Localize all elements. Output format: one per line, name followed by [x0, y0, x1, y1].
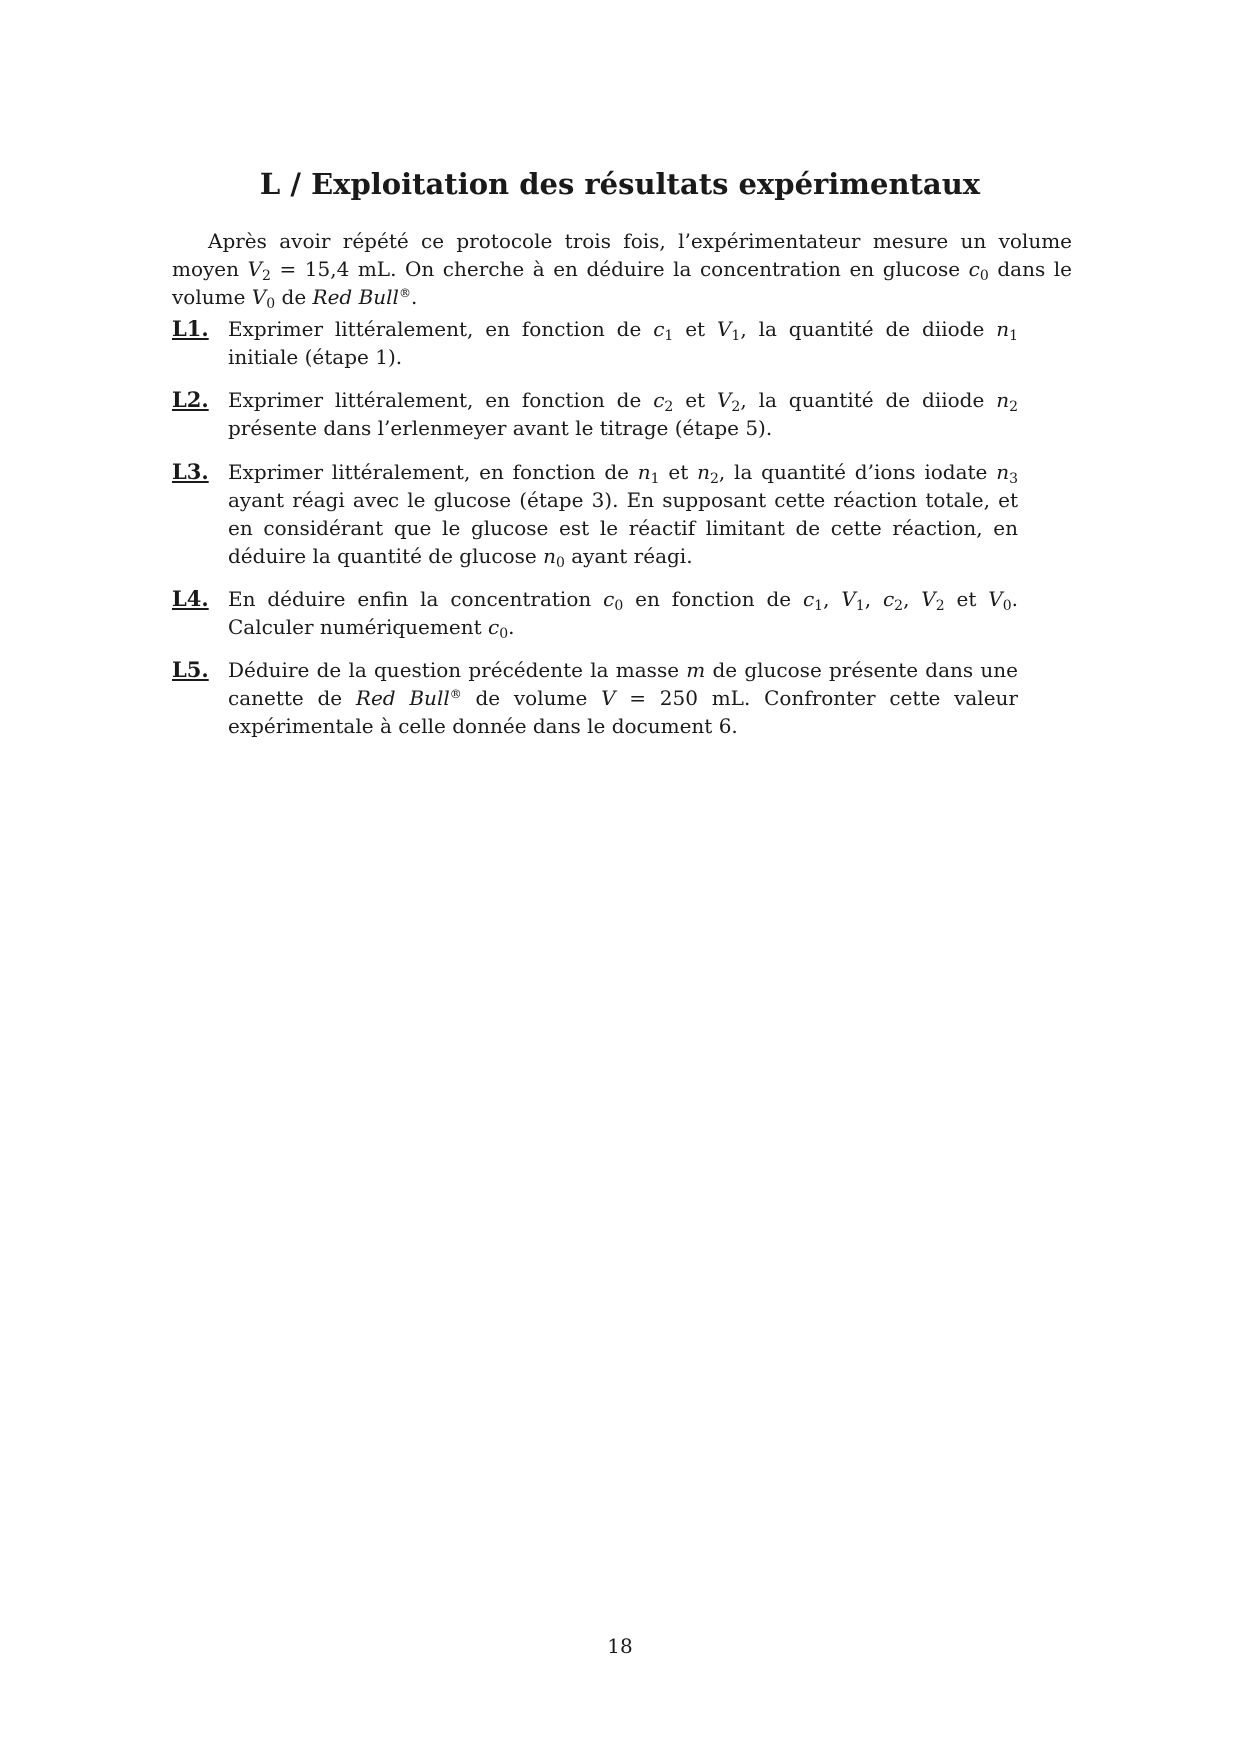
page-number: 18 [607, 1634, 633, 1658]
question-text: Exprimer littéralement, en fonction de $c_1$ et $V_1$, la quantité de diiode $n_1$ initiale (étape 1). [228, 317, 1018, 369]
question-label: L1. [172, 316, 209, 341]
question-label: L2. [172, 387, 209, 412]
question-text: En déduire enfin la concentration $c_0$ en fonction de $c_1$, $V_1$, $c_2$, $V_2$ et $V_0$. Calculer numériquement $c_0$. [228, 587, 1019, 643]
question-label: L5. [172, 657, 209, 682]
question-label: L4. [172, 586, 209, 611]
question-label: L3. [172, 459, 209, 484]
page-title: L / Exploitation des résultats expérimentaux [259, 167, 981, 201]
intro-paragraph: Après avoir répété ce protocole trois fois, l’expérimentateur mesure un volume moyen $V_2 = 15,4$ mL. On cherche à en déduire la concentration en glucose $c_0$ dans le volume $V_0$ de Red Bull®. [172, 229, 1072, 313]
question-text: Exprimer littéralement, en fonction de $c_2$ et $V_2$, la quantité de diiode $n_2$ présente dans l’erlenmeyer avant le titrage (étape 5). [228, 388, 1018, 440]
question-text: Exprimer littéralement, en fonction de $n_1$ et $n_2$, la quantité d’ions iodate $n_3$ ayant réagi avec le glucose (étape 3). En supposant cette réaction totale, et en considérant que le glucose est le réactif limitant de cette réaction, en déduire la quantité de glucose $n_0$ ayant réagi. [228, 460, 1018, 572]
question-text: Déduire de la question précédente la masse m de glucose présente dans une canette de Red Bull® de volume V = 250 mL. Confronter cette valeur expérimentale à celle donnée dans le document 6. [228, 658, 1018, 738]
